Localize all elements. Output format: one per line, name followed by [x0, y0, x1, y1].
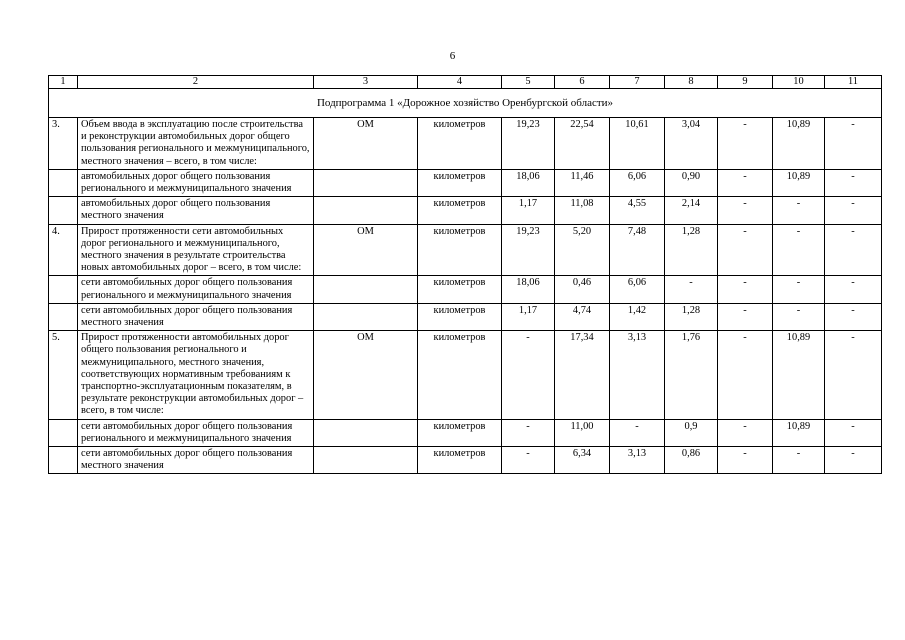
value-col-10: - — [773, 197, 825, 224]
indicator-type — [314, 169, 418, 196]
value-col-8: 1,28 — [665, 303, 718, 330]
column-header: 5 — [502, 76, 555, 89]
column-header: 8 — [665, 76, 718, 89]
table-row — [49, 197, 882, 224]
value-col-8: 1,28 — [665, 224, 718, 276]
value-col-8: 2,14 — [665, 197, 718, 224]
value-col-6: 5,20 — [555, 224, 610, 276]
value-col-7: 3,13 — [610, 447, 665, 474]
value-col-9: - — [718, 276, 773, 303]
value-col-5: - — [502, 419, 555, 446]
value-col-7: 3,13 — [610, 331, 665, 419]
value-col-9: - — [718, 447, 773, 474]
indicator-name: Прирост протяженности автомобильных дорог общего пользования регионального и межмуниципального, местного значения, соответствующих нормативным требованиям к транспортно-эксплуатационным показателям, в результате реконструкции автомобильных дорог – всего, в том числе: — [78, 331, 314, 419]
value-col-9: - — [718, 118, 773, 170]
value-col-6: 11,00 — [555, 419, 610, 446]
column-header: 10 — [773, 76, 825, 89]
unit-of-measure: километров — [418, 197, 502, 224]
table-row — [49, 419, 882, 446]
indicators-table — [48, 75, 882, 474]
value-col-5: 19,23 — [502, 224, 555, 276]
table-row — [49, 447, 882, 474]
column-header: 4 — [418, 76, 502, 89]
value-col-5: 18,06 — [502, 169, 555, 196]
indicator-type: ОМ — [314, 118, 418, 170]
column-header: 11 — [825, 76, 882, 89]
value-col-10: - — [773, 447, 825, 474]
column-header: 7 — [610, 76, 665, 89]
value-col-5: 1,17 — [502, 303, 555, 330]
row-number — [49, 169, 78, 196]
column-header: 1 — [49, 76, 78, 89]
row-number — [49, 197, 78, 224]
row-number: 5. — [49, 331, 78, 419]
unit-of-measure: километров — [418, 276, 502, 303]
value-col-11: - — [825, 197, 882, 224]
table-row — [49, 224, 882, 276]
column-number-row — [49, 76, 882, 89]
value-col-9: - — [718, 331, 773, 419]
column-header: 6 — [555, 76, 610, 89]
value-col-10: 10,89 — [773, 118, 825, 170]
table-row — [49, 169, 882, 196]
indicator-name: Прирост протяженности сети автомобильных дорог регионального и межмуниципального, местного значения в результате строительства новых автомобильных дорог – всего, в том числе: — [78, 224, 314, 276]
value-col-10: 10,89 — [773, 419, 825, 446]
value-col-9: - — [718, 224, 773, 276]
indicator-name: сети автомобильных дорог общего пользования местного значения — [78, 303, 314, 330]
value-col-8: 0,9 — [665, 419, 718, 446]
unit-of-measure: километров — [418, 447, 502, 474]
value-col-11: - — [825, 303, 882, 330]
indicator-name: сети автомобильных дорог общего пользования местного значения — [78, 447, 314, 474]
value-col-6: 4,74 — [555, 303, 610, 330]
table-row — [49, 118, 882, 170]
value-col-11: - — [825, 419, 882, 446]
value-col-6: 11,46 — [555, 169, 610, 196]
table-row — [49, 303, 882, 330]
value-col-8: 3,04 — [665, 118, 718, 170]
value-col-8: 1,76 — [665, 331, 718, 419]
row-number: 4. — [49, 224, 78, 276]
value-col-7: 6,06 — [610, 276, 665, 303]
value-col-9: - — [718, 197, 773, 224]
unit-of-measure: километров — [418, 118, 502, 170]
value-col-5: - — [502, 331, 555, 419]
value-col-8: - — [665, 276, 718, 303]
indicator-type — [314, 447, 418, 474]
value-col-9: - — [718, 169, 773, 196]
value-col-10: - — [773, 303, 825, 330]
indicator-name: автомобильных дорог общего пользования регионального и межмуниципального значения — [78, 169, 314, 196]
subprogram-row — [49, 89, 882, 118]
column-header: 2 — [78, 76, 314, 89]
indicator-type — [314, 197, 418, 224]
value-col-10: 10,89 — [773, 169, 825, 196]
table-row — [49, 276, 882, 303]
value-col-10: - — [773, 224, 825, 276]
indicator-name: Объем ввода в эксплуатацию после строительства и реконструкции автомобильных дорог общего пользования регионального и межмуниципального, местного значения – всего, в том числе: — [78, 118, 314, 170]
indicator-name: сети автомобильных дорог общего пользования регионального и межмуниципального значения — [78, 419, 314, 446]
value-col-8: 0,90 — [665, 169, 718, 196]
value-col-6: 6,34 — [555, 447, 610, 474]
row-number — [49, 276, 78, 303]
value-col-10: 10,89 — [773, 331, 825, 419]
unit-of-measure: километров — [418, 419, 502, 446]
page-number: 6 — [449, 50, 456, 62]
indicator-name: сети автомобильных дорог общего пользования регионального и межмуниципального значения — [78, 276, 314, 303]
value-col-6: 17,34 — [555, 331, 610, 419]
value-col-6: 22,54 — [555, 118, 610, 170]
unit-of-measure: километров — [418, 303, 502, 330]
row-number — [49, 303, 78, 330]
value-col-11: - — [825, 224, 882, 276]
row-number — [49, 419, 78, 446]
row-number — [49, 447, 78, 474]
subprogram-title: Подпрограмма 1 «Дорожное хозяйство Оренбургской области» — [49, 89, 882, 118]
value-col-11: - — [825, 118, 882, 170]
indicator-type — [314, 276, 418, 303]
value-col-7: 7,48 — [610, 224, 665, 276]
value-col-11: - — [825, 276, 882, 303]
unit-of-measure: километров — [418, 224, 502, 276]
value-col-7: 6,06 — [610, 169, 665, 196]
value-col-9: - — [718, 303, 773, 330]
value-col-10: - — [773, 276, 825, 303]
value-col-5: 1,17 — [502, 197, 555, 224]
value-col-5: - — [502, 447, 555, 474]
indicator-type: ОМ — [314, 224, 418, 276]
indicator-type — [314, 419, 418, 446]
indicator-type: ОМ — [314, 331, 418, 419]
value-col-9: - — [718, 419, 773, 446]
value-col-7: - — [610, 419, 665, 446]
column-header: 9 — [718, 76, 773, 89]
value-col-8: 0,86 — [665, 447, 718, 474]
value-col-11: - — [825, 331, 882, 419]
value-col-7: 4,55 — [610, 197, 665, 224]
value-col-6: 11,08 — [555, 197, 610, 224]
value-col-7: 1,42 — [610, 303, 665, 330]
value-col-6: 0,46 — [555, 276, 610, 303]
table-row — [49, 331, 882, 419]
column-header: 3 — [314, 76, 418, 89]
indicator-name: автомобильных дорог общего пользования местного значения — [78, 197, 314, 224]
unit-of-measure: километров — [418, 169, 502, 196]
row-number: 3. — [49, 118, 78, 170]
value-col-11: - — [825, 447, 882, 474]
value-col-7: 10,61 — [610, 118, 665, 170]
value-col-11: - — [825, 169, 882, 196]
value-col-5: 18,06 — [502, 276, 555, 303]
unit-of-measure: километров — [418, 331, 502, 419]
indicator-type — [314, 303, 418, 330]
value-col-5: 19,23 — [502, 118, 555, 170]
